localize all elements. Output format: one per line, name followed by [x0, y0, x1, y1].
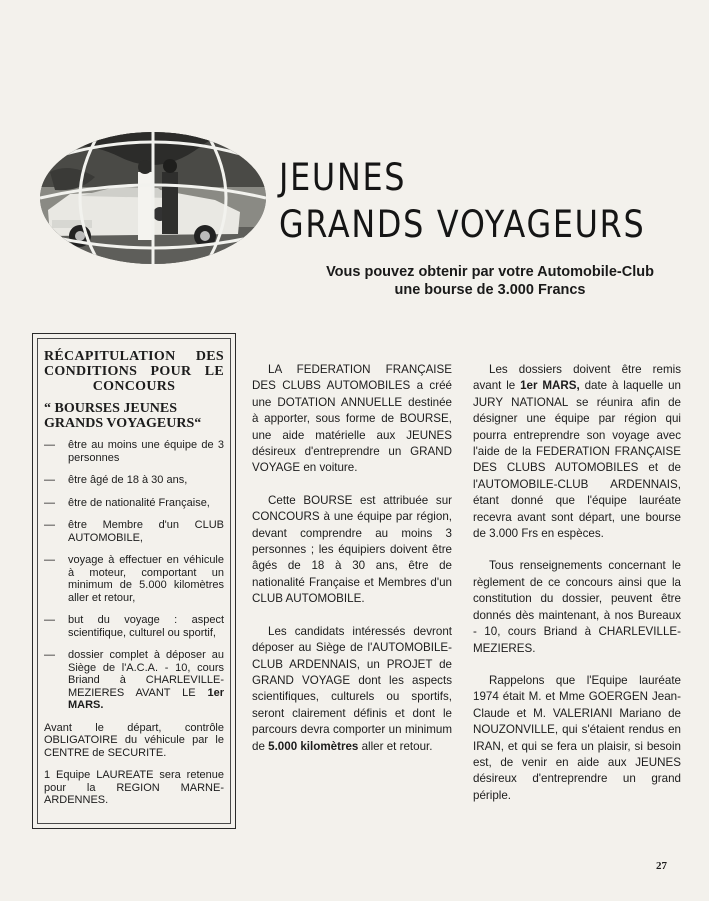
right-p1-end: date à laquelle un JURY NATIONAL se réunira afin de désigner une équipe par région qui pourra entreprendre son voyage avec l'aide de la FEDERATION FRANÇAISE DES CLUBS AUTOMOBILES et de l'AUTOMOBILE-CLUB ARDENNAIS, étant donné que l'équipe lauréate recevra avant sont départ, une bourse de 3.000 Frs en espèces.	[473, 379, 681, 541]
subtitle-line1: Vous pouvez obtenir par votre Automobile-Club	[326, 264, 654, 280]
condition-item: — but du voyage : aspect scientifique, culturel ou sportif,	[44, 614, 224, 639]
right-p1-text: Les dossiers doivent être remis avant le	[473, 363, 681, 393]
box-paragraph-laureate: 1 Equipe LAUREATE sera retenue pour la REGION MARNE-ARDENNES.	[44, 769, 224, 806]
conditions-box-inner	[37, 338, 231, 824]
condition-item: — être au moins une équipe de 3 personnes	[44, 439, 224, 464]
subtitle	[286, 263, 694, 299]
condition-text: dossier complet à déposer au Siège de l'A.C.A. - 10, cours Briand à CHARLEVILLE-MEZIERES AVANT LE	[68, 649, 224, 699]
page-title-line2: GRANDS VOYAGEURS	[279, 203, 646, 246]
condition-item: — être de nationalité Française,	[44, 497, 224, 510]
middle-p3-bold: 5.000 kilomètres	[268, 739, 359, 753]
condition-item: — voyage à effectuer en véhicule à moteur, comportant un minimum de 5.000 kilomètres aller et retour,	[44, 554, 224, 604]
middle-paragraph-1: LA FEDERATION FRANÇAISE DES CLUBS AUTOMOBILES a créé une DOTATION ANNUELLE destinée à apporter, sous forme de BOURSE, une aide matérielle aux JEUNES désireux d'entreprendre un GRAND VOYAGE en voiture.	[252, 363, 452, 475]
deadline-date: 1er MARS.	[68, 686, 224, 711]
box-title-line3: CONCOURS	[92, 379, 176, 394]
header-photo-car-travellers	[40, 132, 266, 264]
middle-paragraph-3	[252, 624, 452, 755]
box-title-line2: CONDITIONS POUR LE	[44, 364, 224, 379]
middle-column	[252, 362, 452, 771]
right-paragraph-3: Rappelons que l'Equipe lauréate 1974 était M. et Mme GOERGEN Jean-Claude et M. VALERIANI Mariano de NOUZONVILLE, qui s'étaient rendus en IRAN, et qui se fera un plaisir, si besoin est, de venir en aide aux JEUNES désireux d'entreprendre un grand périple.	[473, 673, 681, 802]
photo-illustration	[40, 132, 266, 264]
condition-text: être au moins une équipe de 3 personnes	[68, 439, 224, 464]
conditions-box	[32, 333, 236, 829]
box-title-line1: RÉCAPITULATION DES	[44, 349, 224, 364]
condition-text: être âgé de 18 à 30 ans,	[68, 474, 188, 486]
condition-item: — dossier complet à déposer au Siège de l'A.C.A. - 10, cours Briand à CHARLEVILLE-MEZIERES AVANT LE 1er MARS.	[44, 649, 224, 711]
condition-text: voyage à effectuer en véhicule à moteur, comportant un minimum de 5.000 kilomètres aller et retour,	[68, 554, 224, 604]
box-subtitle-line2: GRANDS VOYAGEURS“	[44, 416, 202, 431]
condition-text: être de nationalité Française,	[68, 496, 210, 509]
subtitle-line2: une bourse de 3.000 Francs	[394, 282, 586, 298]
right-p1-bold: 1er MARS,	[520, 379, 580, 393]
conditions-box-subtitle	[44, 401, 224, 431]
condition-item: — être Membre d'un CLUB AUTOMOBILE,	[44, 519, 224, 544]
right-paragraph-2: Tous renseignements concernant le règlement de ce concours ainsi que la constitution du dossier, peuvent être donnés dès maintenant, à nos Bureaux - 10, cours Briand à CHARLEVILLE-MEZIERES.	[473, 559, 681, 655]
page-number: 27	[656, 860, 667, 872]
box-subtitle-line1: “ BOURSES JEUNES	[44, 401, 178, 416]
right-column	[473, 362, 681, 820]
middle-p3-text: Les candidats intéressés devront déposer au Siège de l'AUTOMOBILE-CLUB ARDENNAIS, un PROJET de GRAND VOYAGE dont les aspects scientifiques, culturels ou sportifs, seront clairement définis et dont le parcours devra comporter un minimum de	[252, 624, 452, 753]
middle-paragraph-2: Cette BOURSE est attribuée sur CONCOURS à une équipe par région, devant comprendre au moins 3 personnes ; les équipiers doivent être âgés de 18 à 30 ans, être de nationalité Française et Membres d'un CLUB AUTOMOBILE.	[252, 493, 452, 606]
middle-p3-end: aller et retour.	[358, 739, 433, 753]
conditions-box-title	[44, 349, 224, 394]
right-paragraph-1	[473, 362, 681, 542]
page-title-line1: JEUNES	[279, 156, 407, 199]
condition-item: — être âgé de 18 à 30 ans,	[44, 474, 224, 487]
box-paragraph-inspection: Avant le départ, contrôle OBLIGATOIRE du véhicule par le CENTRE de SECURITE.	[44, 721, 224, 759]
condition-text: but du voyage : aspect scientifique, culturel ou sportif,	[68, 614, 224, 639]
condition-text: être Membre d'un CLUB AUTOMOBILE,	[68, 519, 224, 544]
